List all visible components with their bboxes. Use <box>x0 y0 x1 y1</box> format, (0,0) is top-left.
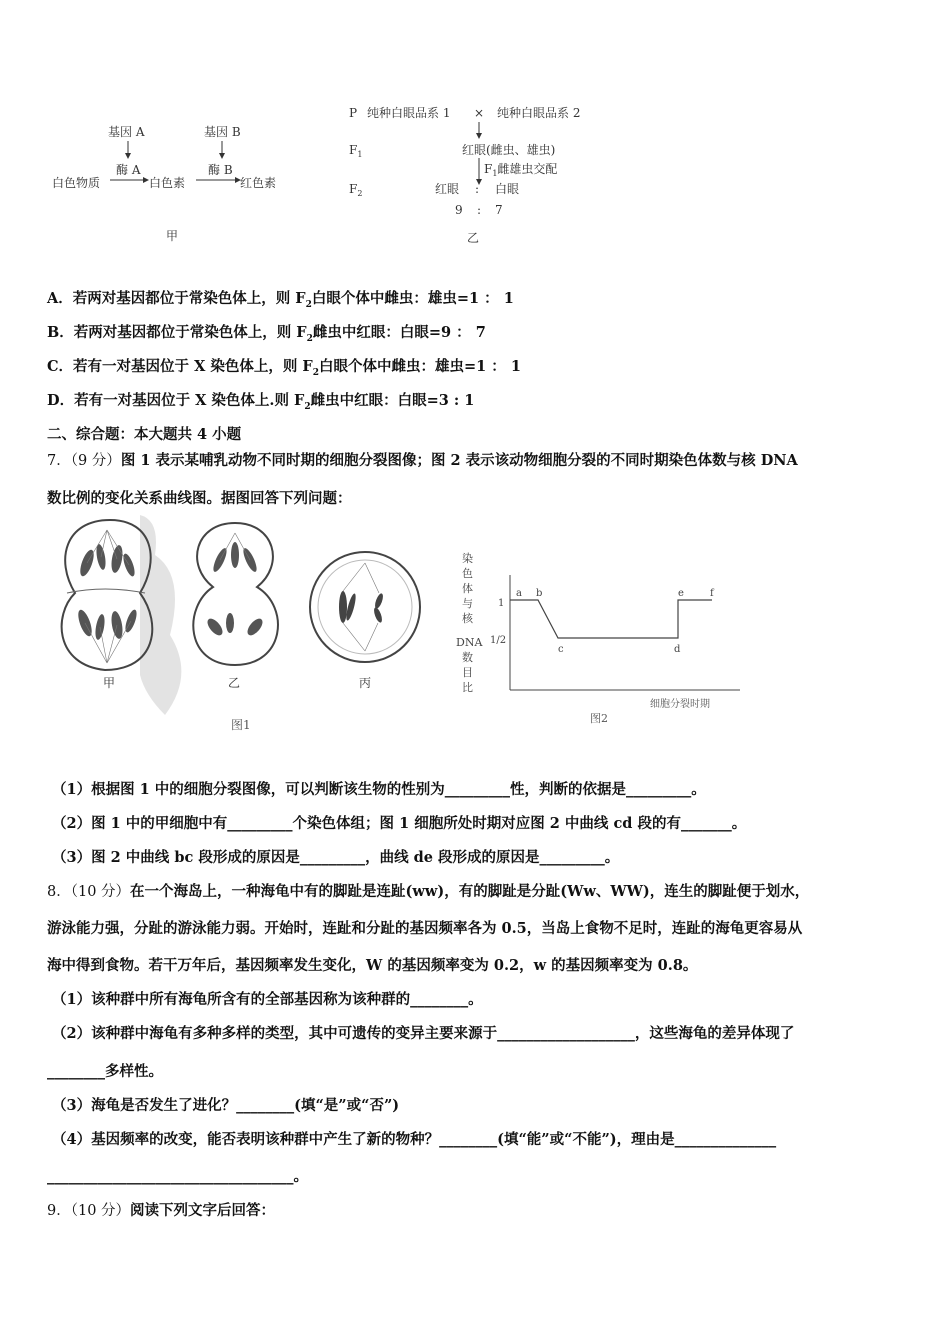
cells-drawing <box>45 515 445 740</box>
fig1-caption: 图1 <box>231 718 251 732</box>
point-label-c: c <box>558 644 564 655</box>
cell-jia <box>62 520 153 670</box>
ylabel-char: 目 <box>462 666 473 679</box>
q7-line2: 数比例的变化关系曲线图。据图回答下列问题： <box>47 490 352 507</box>
f1-sub: 1 <box>357 150 363 159</box>
ylabel-char: 与 <box>462 597 473 610</box>
fig1-label-bing: 丙 <box>359 676 372 690</box>
ylabel-char: DNA <box>456 636 483 649</box>
chart-svg <box>450 550 750 735</box>
point-label-e: e <box>678 588 684 599</box>
option-c: C．若有一对基因位于 X 染色体上，则 $F_2$白眼个体中雌虫：雄虫=1 ： 1 <box>47 358 521 378</box>
ylabel-char: 核 <box>462 612 473 625</box>
ylabel-char: 染 <box>462 552 473 565</box>
ylabel-char: 数 <box>462 651 473 664</box>
q7-sub1: （1）根据图 1 中的细胞分裂图像，可以判断该生物的性别为_________性，判断的依据是_________。 <box>52 781 706 798</box>
q8-sub2-line2: ________多样性。 <box>47 1063 163 1080</box>
white-pigment-label: 白色素 <box>149 176 186 190</box>
f1-mating-sub: 1 <box>492 169 498 178</box>
point-label-b: b <box>536 588 543 599</box>
ratio-left: 9 <box>455 203 463 217</box>
q8-sub3: （3）海龟是否发生了进化？________(填“是”或“否”) <box>52 1097 400 1114</box>
figure-jia-caption: 甲 <box>166 229 179 243</box>
gene-a-label: 基因 A <box>108 125 145 139</box>
q7-line1: 7．（9 分）图 1 表示某哺乳动物不同时期的细胞分裂图像；图 2 表示该动物细胞分裂的不同时期染色体数与核 DNA <box>47 452 798 469</box>
svg-text:F1雌雄虫交配 <box>484 161 557 178</box>
q8-sub4-line2: __________________________________。 <box>47 1168 308 1185</box>
figure-yi-caption: 乙 <box>467 231 480 245</box>
f2-red-label: 红眼 <box>435 182 460 196</box>
f1-mating-text: 雌雄虫交配 <box>497 162 558 176</box>
red-pigment-label: 红色素 <box>240 176 277 190</box>
point-label-f: f <box>710 588 714 599</box>
ratio-right: 7 <box>495 203 503 217</box>
q7-sub3: （3）图 2 中曲线 bc 段形成的原因是_________，曲线 de 段形成的原因是_________。 <box>52 849 620 866</box>
figure-yi-cross <box>345 100 615 250</box>
parent1-label: 纯种白眼品系 1 <box>367 106 451 120</box>
option-d: D．若有一对基因位于 X 染色体上.则 $F_2$雌虫中红眼：白眼=3 : 1 <box>47 392 475 412</box>
q8-sub2-line1: （2）该种群中海龟有多种多样的类型，其中可遗传的变异主要来源于___________________，这些海龟的差异体现了 <box>52 1025 795 1042</box>
data-line <box>510 600 712 638</box>
section2-title: 二、综合题：本大题共 4 小题 <box>47 426 242 443</box>
f1-mating-label: F <box>484 162 493 176</box>
q8-line3: 海中得到食物。若干万年后，基因频率发生变化，W 的基因频率变为 0.2，w 的基因频率变为 0.8。 <box>47 957 698 974</box>
cell-bing <box>310 552 420 662</box>
svg-text:F2 <box>349 182 362 198</box>
ylabel-char: 色 <box>462 567 473 580</box>
f2-label: F <box>349 182 358 196</box>
figure2-chart <box>450 550 750 735</box>
f2-sub: 2 <box>357 189 363 198</box>
chart-xlabel: 细胞分裂时期 <box>650 699 710 710</box>
cell-yi <box>193 523 278 665</box>
q8-line1: 8．（10 分）在一个海岛上，一种海龟中有的脚趾是连趾(ww)，有的脚趾是分趾(Ww、WW)，连生的脚趾便于划水， <box>47 883 810 900</box>
option-a: A．若两对基因都位于常染色体上，则 $F_2$白眼个体中雌虫：雄虫=1 ： 1 <box>47 290 514 310</box>
cross-sign: × <box>474 106 485 120</box>
figure-jia-pathway <box>50 118 300 253</box>
q8-sub4-line1: （4）基因频率的改变，能否表明该种群中产生了新的物种？________(填“能”或“不能”)，理由是______________ <box>52 1131 777 1148</box>
q9-line: 9．（10 分）阅读下列文字后回答： <box>47 1202 276 1219</box>
f2-white-label: 白眼 <box>495 182 520 196</box>
p-label: P <box>349 106 358 120</box>
point-label-a: a <box>516 588 522 599</box>
q8-line2: 游泳能力强，分趾的游泳能力弱。开始时，连趾和分趾的基因频率各为 0.5，当岛上食物不足时，连趾的海龟更容易从 <box>47 920 803 937</box>
cross-diagram <box>345 100 615 250</box>
ylabel-char: 体 <box>462 582 473 595</box>
svg-text::: : <box>477 203 482 217</box>
f2-colon: : <box>475 182 480 196</box>
q7-sub2: （2）图 1 中的甲细胞中有_________个染色体组；图 1 细胞所处时期对应图 2 中曲线 cd 段的有_______。 <box>52 815 747 832</box>
pathway-diagram <box>50 118 300 253</box>
ytick-half: 1/2 <box>490 635 507 646</box>
fig1-label-yi: 乙 <box>228 676 241 690</box>
enzyme-a-label: 酶 A <box>116 163 141 177</box>
parent2-label: 纯种白眼品系 2 <box>497 106 581 120</box>
q8-sub1: （1）该种群中所有海龟所含有的全部基因称为该种群的________。 <box>52 991 483 1008</box>
enzyme-b-label: 酶 B <box>208 163 233 177</box>
svg-text:F1 <box>349 143 362 159</box>
figure1-cells <box>45 515 445 740</box>
point-label-d: d <box>674 644 681 655</box>
ylabel-char: 比 <box>462 681 473 694</box>
chart-caption: 图2 <box>590 712 608 725</box>
option-b: B．若两对基因都位于常染色体上，则 $F_2$雌虫中红眼：白眼=9 ： 7 <box>47 324 486 344</box>
chart-ylabel <box>456 551 483 694</box>
f1-label: F <box>349 143 358 157</box>
gene-b-label: 基因 B <box>204 125 241 139</box>
white-substance-label: 白色物质 <box>52 176 101 190</box>
ytick-1: 1 <box>498 598 505 609</box>
f1-result: 红眼(雌虫、雄虫) <box>462 143 556 157</box>
fig1-label-jia: 甲 <box>103 676 116 690</box>
